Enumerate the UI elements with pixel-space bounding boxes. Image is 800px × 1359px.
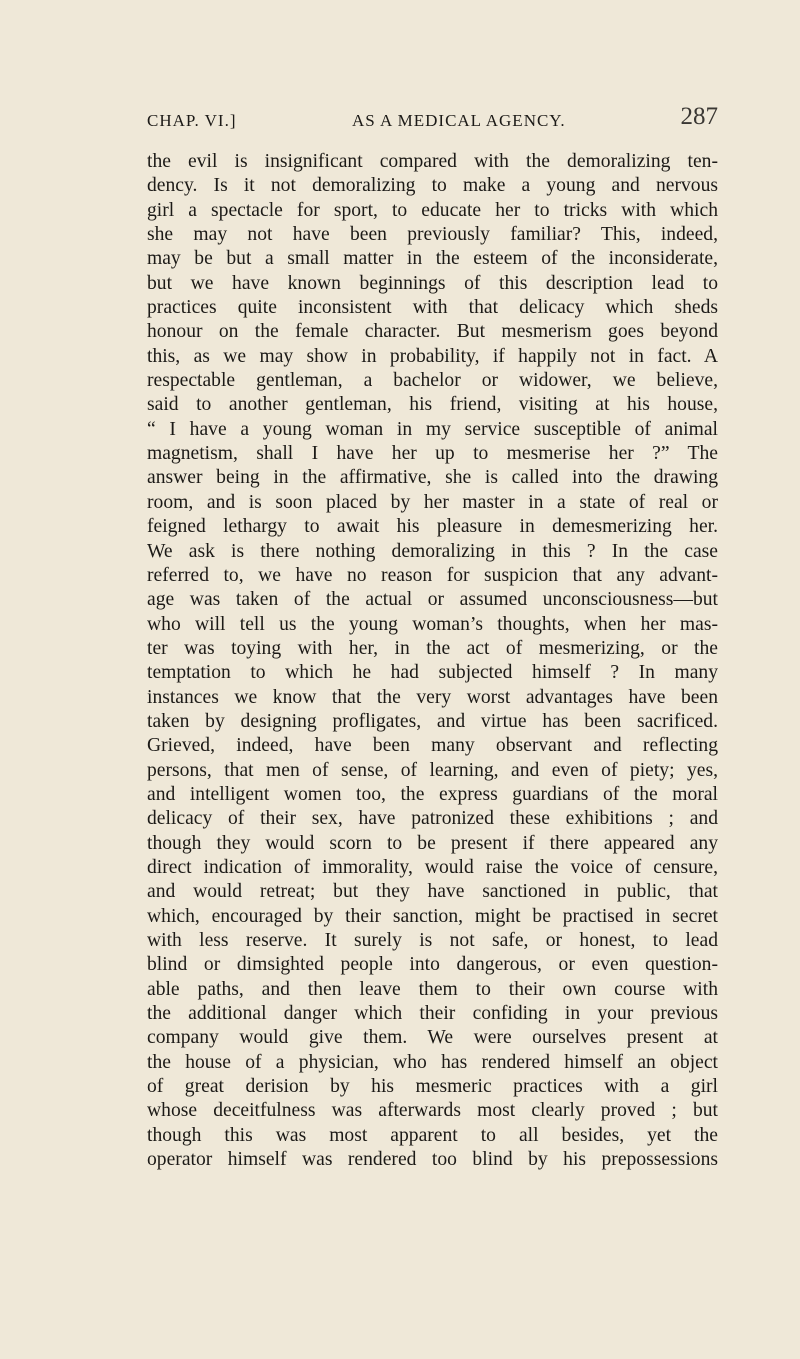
text-line: feigned lethargy to await his pleasure in demesmerizing her. [147,516,718,538]
text-line: answer being in the affirmative, she is called into the drawing [147,467,718,489]
text-line: “ I have a young woman in my service susceptible of animal [147,418,718,440]
text-line: company would give them. We were ourselves present at [147,1027,718,1049]
text-line: though this was most apparent to all besides, yet the [147,1124,718,1146]
text-line: able paths, and then leave them to their own course with [147,978,718,1000]
text-line: temptation to which he had subjected himself ? In many [147,662,718,684]
text-line: which, encouraged by their sanction, might be practised in secret [147,905,718,927]
text-line: room, and is soon placed by her master in a state of real or [147,491,718,513]
text-line: though they would scorn to be present if there appeared any [147,832,718,854]
text-line: with less reserve. It surely is not safe, or honest, to lead [147,930,718,951]
text-line: magnetism, shall I have her up to mesmerise her ?” The [147,443,718,465]
text-line: and intelligent women too, the express guardians of the moral [147,783,718,805]
text-line: may be but a small matter in the esteem of the inconsiderate, [147,248,718,270]
chapter-label: CHAP. VI.] [147,111,237,130]
text-line: instances we know that the very worst advantages have been [147,686,718,708]
text-line: persons, that men of sense, of learning, and even of piety; yes, [147,759,718,781]
text-line: girl a spectacle for sport, to educate her to tricks with which [147,199,718,221]
text-line: this, as we may show in probability, if happily not in fact. A [147,345,718,367]
text-line: We ask is there nothing demoralizing in this ? In the case [147,540,718,562]
text-line: honour on the female character. But mesmerism goes beyond [147,321,718,343]
text-line: Grieved, indeed, have been many observant and reflecting [147,735,718,757]
page-number: 287 [680,103,718,130]
text-line: dency. Is it not demoralizing to make a young and nervous [147,175,718,197]
text-line: direct indication of immorality, would raise the voice of censure, [147,856,718,878]
body-text [147,150,718,1172]
text-line: delicacy of their sex, have patronized these exhibitions ; and [147,808,718,830]
text-line: who will tell us the young woman’s thoughts, when her mas- [147,613,718,635]
text-line: whose deceitfulness was afterwards most clearly proved ; but [147,1100,718,1122]
running-title: AS A MEDICAL AGENCY. [352,111,566,130]
text-line: of great derision by his mesmeric practices with a girl [147,1076,718,1098]
text-line: blind or dimsighted people into dangerous, or even question- [147,954,718,976]
text-line: the house of a physician, who has rendered himself an object [147,1051,718,1073]
text-line: the additional danger which their confiding in your previous [147,1003,718,1025]
text-line: taken by designing profligates, and virtue has been sacrificed. [147,710,718,732]
text-line: practices quite inconsistent with that delicacy which sheds [147,297,718,319]
text-line: age was taken of the actual or assumed unconsciousness—but [147,589,718,611]
text-line: respectable gentleman, a bachelor or widower, we believe, [147,370,718,392]
running-header [147,103,718,139]
text-line: the evil is insignificant compared with the demoralizing ten- [147,151,718,172]
text-line: she may not have been previously familiar? This, indeed, [147,224,718,246]
text-line: and would retreat; but they have sanctioned in public, that [147,881,718,903]
text-line: referred to, we have no reason for suspicion that any advant- [147,564,718,586]
text-line: operator himself was rendered too blind by his prepossessions [147,1149,718,1171]
text-line: ter was toying with her, in the act of mesmerizing, or the [147,637,718,659]
text-line: said to another gentleman, his friend, visiting at his house, [147,394,718,416]
text-line: but we have known beginnings of this description lead to [147,272,718,294]
